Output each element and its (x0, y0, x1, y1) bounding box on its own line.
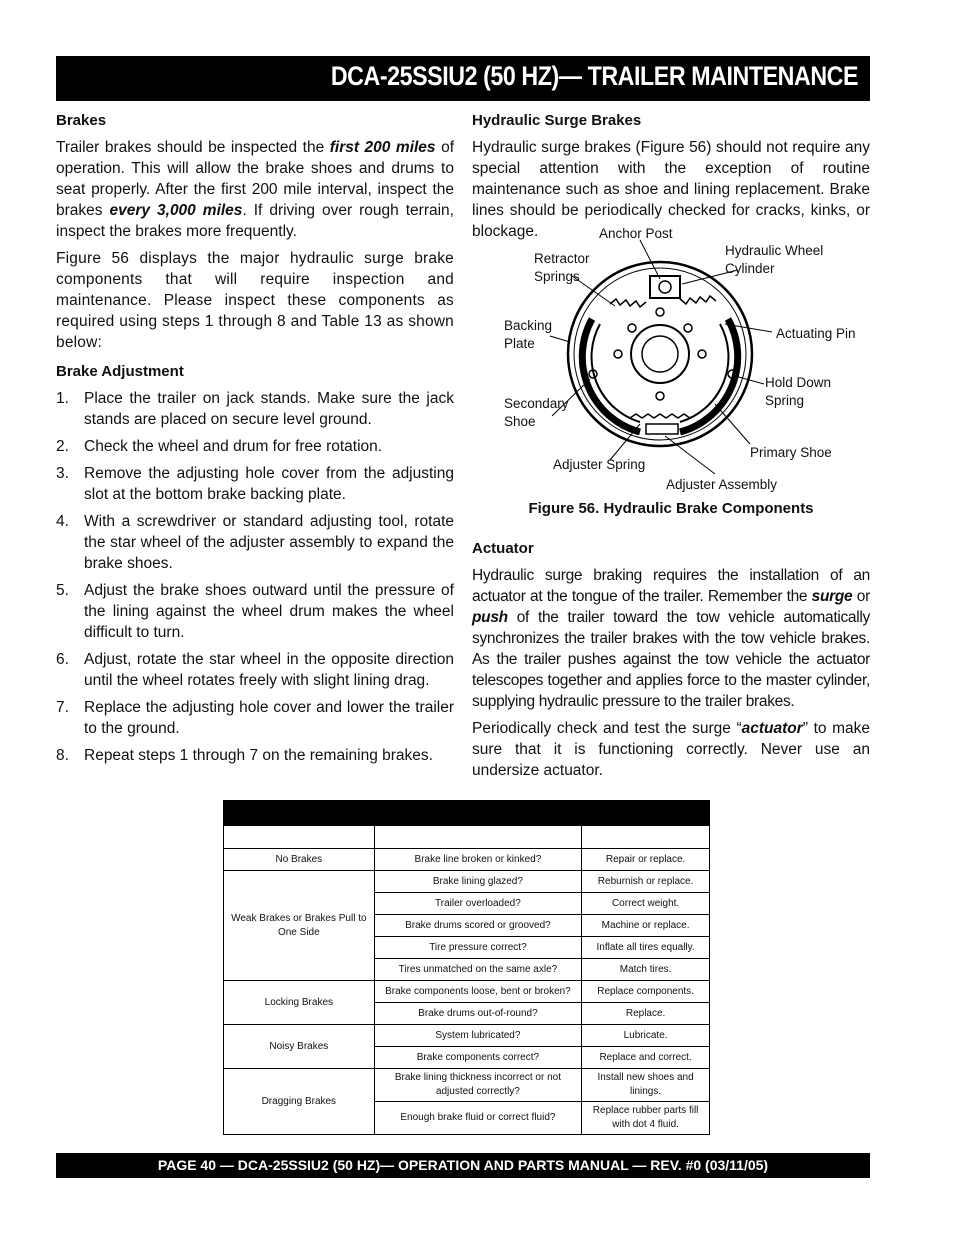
text-run: . If driving over rough terrain, inspect the brakes more frequently. (56, 202, 454, 240)
text-run: or (852, 588, 870, 605)
step-text: Adjust, rotate the star wheel in the opposite direction until the wheel rotates freely with slight lining drag. (84, 651, 454, 689)
emphasis-push: push (472, 609, 508, 626)
remedy-cell: Inflate all tires equally. (582, 937, 710, 959)
table-row (224, 871, 710, 893)
remedy-cell: Repair or replace. (582, 849, 710, 871)
label-primary-shoe: Primary Shoe (750, 445, 832, 460)
label-actuating-pin: Actuating Pin (776, 326, 856, 341)
adjustment-steps-list (56, 388, 454, 766)
label-hold-down-line1: Hold Down (765, 375, 832, 390)
column-header-cause (374, 826, 582, 849)
right-column-bottom (472, 538, 870, 787)
step-text: Check the wheel and drum for free rotation. (84, 438, 383, 455)
page-footer: PAGE 40 — DCA-25SSIU2 (50 HZ)— OPERATION AND PARTS MANUAL — REV. #0 (03/11/05) (56, 1153, 870, 1178)
table-row (224, 981, 710, 1003)
actuator-paragraph-1 (472, 565, 870, 712)
adjustment-step (56, 463, 454, 505)
figure-caption: Figure 56. Hydraulic Brake Components (528, 500, 814, 517)
adjustment-step (56, 745, 454, 766)
step-number: 6. (56, 651, 69, 668)
adjustment-step (56, 388, 454, 430)
remedy-cell: Replace. (582, 1003, 710, 1025)
cause-cell: Brake lining thickness incorrect or not adjusted correctly? (374, 1069, 582, 1102)
step-text: With a screwdriver or standard adjusting tool, rotate the star wheel of the adjuster assembly to expand the brake shoes. (84, 513, 454, 572)
text-run: Trailer brakes should be inspected the (56, 139, 330, 156)
emphasis-actuator: actuator (741, 720, 803, 737)
adjustment-step (56, 511, 454, 574)
symptom-cell: Weak Brakes or Brakes Pull to One Side (224, 871, 375, 981)
step-text: Adjust the brake shoes outward until the pressure of the lining against the wheel drum makes the wheel difficult to turn. (84, 582, 454, 641)
step-number: 3. (56, 465, 69, 482)
cause-cell: Brake components loose, bent or broken? (374, 981, 582, 1003)
cause-cell: System lubricated? (374, 1025, 582, 1047)
column-header-symptom (224, 826, 375, 849)
cause-cell: Brake components correct? (374, 1047, 582, 1069)
text-run: of the trailer toward the tow vehicle automatically synchronizes the trailer brakes with the tow vehicle brakes. As the trailer pushes against the tow vehicle the actuator telescopes together and applies force to the master cylinder, supplying hydraulic pressure to the trailer brakes. (472, 609, 870, 710)
remedy-cell: Install new shoes and linings. (582, 1069, 710, 1102)
symptom-cell: Noisy Brakes (224, 1025, 375, 1069)
label-retractor-line2: Springs (534, 269, 580, 284)
adjustment-step (56, 580, 454, 643)
left-column (56, 110, 454, 772)
text-run: Periodically check and test the surge “ (472, 720, 742, 737)
actuator-heading: Actuator (472, 540, 534, 557)
cause-cell: Enough brake fluid or correct fluid? (374, 1102, 582, 1135)
emphasis-first-200-miles: first 200 miles (329, 139, 436, 156)
table-title-row (224, 801, 710, 826)
adjustment-step (56, 649, 454, 691)
text-run: Hydraulic surge braking requires the installation of an actuator at the tongue of the trailer. Remember the (472, 567, 870, 605)
remedy-cell: Replace and correct. (582, 1047, 710, 1069)
brake-adjustment-heading: Brake Adjustment (56, 363, 184, 380)
label-secondary-line1: Secondary (504, 396, 569, 411)
cause-cell: Brake drums scored or grooved? (374, 915, 582, 937)
label-backing-line1: Backing (504, 318, 553, 333)
label-adjuster-spring: Adjuster Spring (553, 457, 646, 472)
cause-cell: Tires unmatched on the same axle? (374, 959, 582, 981)
brakes-heading: Brakes (56, 112, 107, 129)
table-row (224, 1069, 710, 1102)
label-hold-down-line2: Spring (765, 393, 805, 408)
label-backing-line2: Plate (504, 336, 535, 351)
symptom-cell: No Brakes (224, 849, 375, 871)
step-number: 7. (56, 699, 69, 716)
table-row (224, 849, 710, 871)
step-number: 2. (56, 438, 69, 455)
remedy-cell: Match tires. (582, 959, 710, 981)
adjustment-step (56, 436, 454, 457)
text-run: of operation. This will allow the brake shoes and drums to seat properly. After the first 200 mile interval, inspect the brakes (56, 139, 454, 219)
step-text: Replace the adjusting hole cover and lower the trailer to the ground. (84, 699, 454, 737)
label-hydraulic-wheel-line2: Cylinder (725, 261, 775, 276)
step-number: 1. (56, 390, 69, 407)
remedy-cell: Correct weight. (582, 893, 710, 915)
column-header-remedy (582, 826, 710, 849)
remedy-cell: Reburnish or replace. (582, 871, 710, 893)
label-adjuster-assembly: Adjuster Assembly (666, 477, 778, 492)
step-text: Place the trailer on jack stands. Make sure the jack stands are placed on secure level ground. (84, 390, 454, 428)
adjustment-step (56, 697, 454, 739)
cause-cell: Tire pressure correct? (374, 937, 582, 959)
step-number: 8. (56, 747, 69, 764)
label-hydraulic-wheel-line1: Hydraulic Wheel (725, 243, 824, 258)
step-text: Remove the adjusting hole cover from the adjusting slot at the bottom brake backing plate. (84, 465, 454, 503)
remedy-cell: Replace components. (582, 981, 710, 1003)
label-retractor-line1: Retractor (534, 251, 590, 266)
remedy-cell: Machine or replace. (582, 915, 710, 937)
remedy-cell: Lubricate. (582, 1025, 710, 1047)
cause-cell: Brake drums out-of-round? (374, 1003, 582, 1025)
table-row (224, 1025, 710, 1047)
surge-brakes-paragraph: Hydraulic surge brakes (Figure 56) should not require any special attention with the exception of routine maintenance such as shoe and lining replacement. Brake lines should be periodically checked for cracks, kinks, or blockage. (472, 139, 870, 240)
emphasis-surge: surge (811, 588, 853, 605)
step-number: 5. (56, 582, 69, 599)
cause-cell: Trailer overloaded? (374, 893, 582, 915)
brakes-paragraph-1 (56, 137, 454, 242)
remedy-cell: Replace rubber parts fill with dot 4 fluid. (582, 1102, 710, 1135)
brakes-paragraph-2: Figure 56 displays the major hydraulic surge brake components that will require inspection and maintenance. Please inspect these components as required using steps 1 through 8 and Table 13 as shown below: (56, 250, 454, 351)
symptom-cell: Locking Brakes (224, 981, 375, 1025)
label-anchor-post: Anchor Post (599, 226, 673, 241)
surge-brakes-heading: Hydraulic Surge Brakes (472, 112, 642, 129)
label-secondary-line2: Shoe (504, 414, 536, 429)
page-title: DCA-25SSIU2 (50 HZ)— TRAILER MAINTENANCE (330, 61, 858, 91)
brake-diagram (500, 224, 870, 499)
cause-cell: Brake lining glazed? (374, 871, 582, 893)
step-text: Repeat steps 1 through 7 on the remaining brakes. (84, 747, 433, 764)
cause-cell: Brake line broken or kinked? (374, 849, 582, 871)
table-column-header-row (224, 826, 710, 849)
step-number: 4. (56, 513, 69, 530)
page-title-bar (56, 56, 870, 101)
emphasis-every-3000-miles: every 3,000 miles (109, 202, 243, 219)
text-run: ” to make sure that it is functioning correctly. Never use an undersize actuator. (472, 720, 870, 779)
actuator-paragraph-2 (472, 718, 870, 781)
table-title-cell (224, 801, 710, 826)
troubleshooting-table (223, 800, 710, 1135)
symptom-cell: Dragging Brakes (224, 1069, 375, 1135)
